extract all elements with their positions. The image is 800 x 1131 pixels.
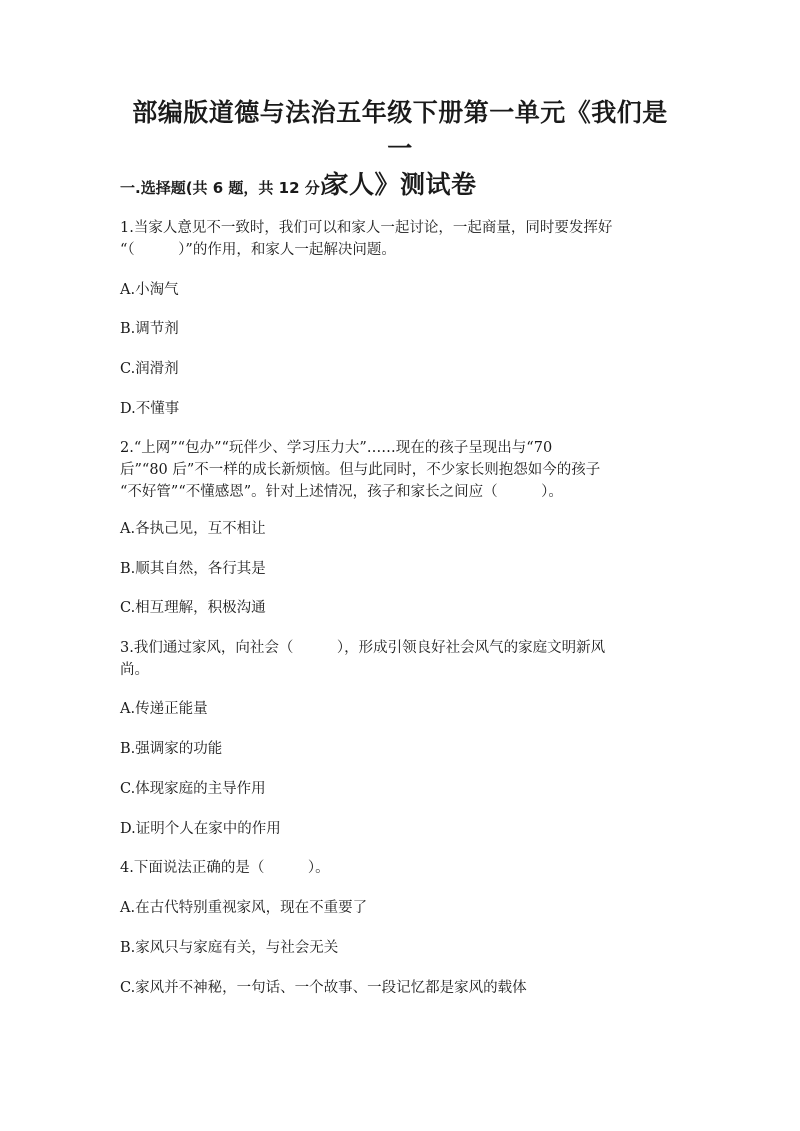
option-b: B.调节剂 xyxy=(120,321,179,337)
option-c: C.体现家庭的主导作用 xyxy=(120,781,266,797)
option-b: B.家风只与家庭有关，与社会无关 xyxy=(120,940,339,956)
question-stem-line: “（ ）”的作用，和家人一起解决问题。 xyxy=(120,242,396,258)
option-b: B.强调家的功能 xyxy=(120,741,223,757)
option-c: C.润滑剂 xyxy=(120,361,179,377)
question-stem-line: “不好管”“不懂感恩”。针对上述情况，孩子和家长之间应（ ）。 xyxy=(120,484,563,500)
option-d: D.证明个人在家中的作用 xyxy=(120,821,281,837)
option-c: C.相互理解，积极沟通 xyxy=(120,600,266,616)
question-stem-line: 4.下面说法正确的是（ ）。 xyxy=(120,860,330,876)
section-heading: 一.选择题(共 6 题，共 12 分) xyxy=(120,179,327,197)
question-stem-line: 后”“80 后”不一样的成长新烦恼。但与此同时，不少家长则抱怨如今的孩子 xyxy=(120,462,601,478)
title-line-1: 部编版道德与法治五年级下册第一单元《我们是一 xyxy=(132,98,668,163)
question-stem-line: 2.“上网”“包办”“玩伴少、学习压力大”……现在的孩子呈现出与“70 xyxy=(120,440,553,456)
option-d: D.不懂事 xyxy=(120,401,180,417)
question-stem-line: 尚。 xyxy=(120,662,149,678)
option-b: B.顺其自然，各行其是 xyxy=(120,561,266,577)
question-stem-line: 3.我们通过家风，向社会（ ），形成引领良好社会风气的家庭文明新风 xyxy=(120,640,606,656)
option-a: A.小淘气 xyxy=(120,282,179,298)
option-a: A.传递正能量 xyxy=(120,701,208,717)
option-c: C.家风并不神秘，一句话、一个故事、一段记忆都是家风的载体 xyxy=(120,980,527,996)
option-a: A.在古代特别重视家风，现在不重要了 xyxy=(120,900,368,916)
option-a: A.各执己见，互不相让 xyxy=(120,521,266,537)
title-line-2: 家人》测试卷 xyxy=(323,170,477,199)
question-stem-line: 1.当家人意见不一致时，我们可以和家人一起讨论，一起商量，同时要发挥好 xyxy=(120,220,613,236)
